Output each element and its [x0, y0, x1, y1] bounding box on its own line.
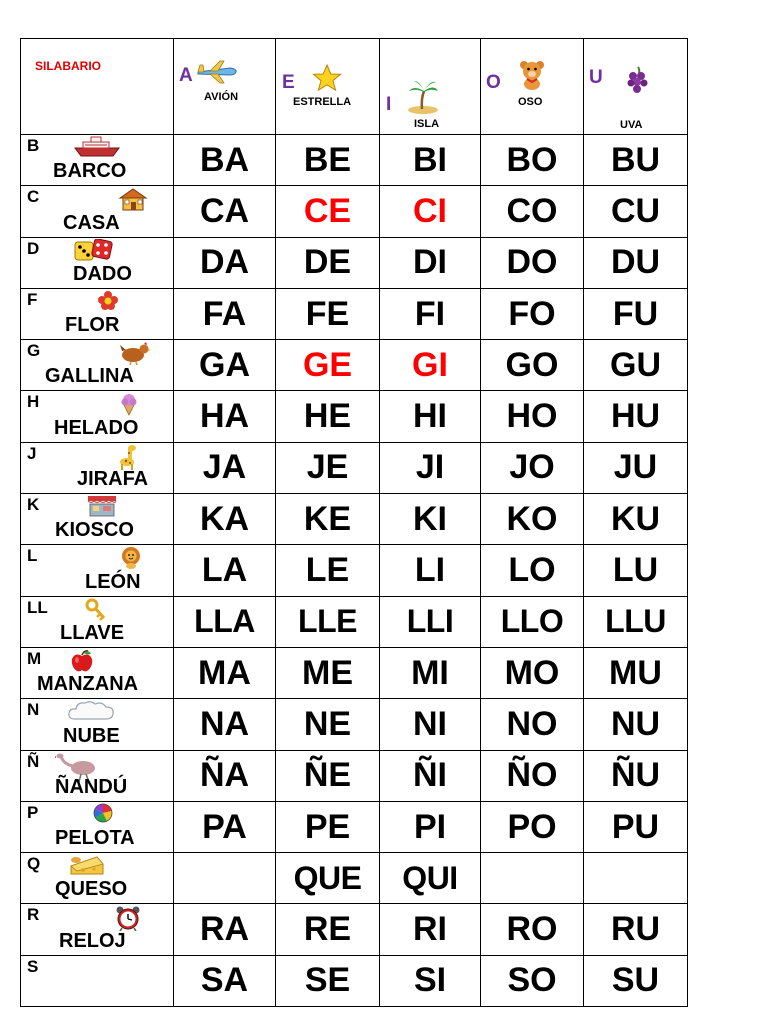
- syllable-row: [21, 853, 688, 904]
- syllable-cell: MI: [380, 647, 481, 698]
- consonant-cell: [21, 750, 174, 801]
- consonant-cell: [21, 853, 174, 904]
- syllable-cell: BA: [174, 135, 276, 186]
- syllable-cell: HE: [276, 391, 380, 442]
- consonant-letter: LL: [27, 597, 48, 617]
- consonant-letter: N: [27, 700, 40, 720]
- syllable-cell: KE: [276, 494, 380, 545]
- consonant-letter: C: [27, 187, 40, 207]
- consonant-cell: [21, 442, 174, 493]
- syllable-cell: CI: [380, 186, 481, 237]
- syllable-cell: PO: [481, 801, 584, 852]
- syllable-cell: ÑA: [174, 750, 276, 801]
- consonant-cell: [21, 391, 174, 442]
- syllable-cell: NA: [174, 699, 276, 750]
- syllable-row: [21, 596, 688, 647]
- syllable-cell: HI: [380, 391, 481, 442]
- syllable-cell: CO: [481, 186, 584, 237]
- cheese-icon: [69, 854, 105, 881]
- teddy-bear-icon: [517, 59, 547, 96]
- consonant-cell: [21, 340, 174, 391]
- example-word: HELADO: [54, 416, 139, 439]
- syllable-cell: GA: [174, 340, 276, 391]
- syllable-cell: RA: [174, 904, 276, 955]
- consonant-letter: G: [27, 341, 41, 361]
- syllable-cell: SO: [481, 955, 584, 1006]
- syllable-cell: JO: [481, 442, 584, 493]
- example-word: LEÓN: [85, 570, 141, 593]
- consonant-cell: [21, 596, 174, 647]
- consonant-cell: [21, 904, 174, 955]
- empty-syllable-cell: [174, 853, 276, 904]
- header-row: [21, 39, 688, 135]
- syllable-cell: NE: [276, 699, 380, 750]
- example-word: ÑANDÚ: [55, 775, 128, 798]
- syllable-row: [21, 186, 688, 237]
- vowel-cell-a: [174, 39, 276, 135]
- syllable-cell: ÑO: [481, 750, 584, 801]
- syllable-cell: NI: [380, 699, 481, 750]
- syllable-cell: ÑU: [584, 750, 688, 801]
- syllable-row: [21, 647, 688, 698]
- syllable-cell: CU: [584, 186, 688, 237]
- star-icon: [312, 63, 342, 98]
- vowel-cell-i: [380, 39, 481, 135]
- syllable-cell: GE: [276, 340, 380, 391]
- title-cell: [21, 39, 174, 135]
- consonant-cell: [21, 288, 174, 339]
- syllable-cell: NO: [481, 699, 584, 750]
- syllable-cell: LLI: [380, 596, 481, 647]
- syllable-cell: SI: [380, 955, 481, 1006]
- syllable-cell: FI: [380, 288, 481, 339]
- syllable-cell: PE: [276, 801, 380, 852]
- syllable-cell: LLE: [276, 596, 380, 647]
- syllable-cell: MO: [481, 647, 584, 698]
- consonant-letter: S: [27, 956, 39, 976]
- consonant-letter: Q: [27, 854, 41, 874]
- syllable-row: [21, 494, 688, 545]
- example-word: QUESO: [55, 878, 128, 901]
- empty-syllable-cell: [481, 853, 584, 904]
- syllable-cell: BE: [276, 135, 380, 186]
- syllable-cell: PU: [584, 801, 688, 852]
- syllable-cell: LLA: [174, 596, 276, 647]
- vowel-cell-e: [276, 39, 380, 135]
- syllable-cell: FO: [481, 288, 584, 339]
- consonant-cell: [21, 801, 174, 852]
- syllable-cell: KO: [481, 494, 584, 545]
- syllable-cell: SU: [584, 955, 688, 1006]
- vowel-cell-o: [481, 39, 584, 135]
- syllable-row: [21, 340, 688, 391]
- syllable-cell: ÑE: [276, 750, 380, 801]
- ship-icon: [73, 136, 121, 163]
- syllable-cell: CE: [276, 186, 380, 237]
- consonant-letter: D: [27, 238, 40, 258]
- syllable-cell: LE: [276, 545, 380, 596]
- syllable-cell: JA: [174, 442, 276, 493]
- consonant-letter: B: [27, 136, 40, 155]
- syllable-cell: FU: [584, 288, 688, 339]
- syllable-cell: MU: [584, 647, 688, 698]
- syllable-cell: RU: [584, 904, 688, 955]
- syllable-cell: PI: [380, 801, 481, 852]
- consonant-letter: J: [27, 443, 37, 463]
- syllable-cell: FA: [174, 288, 276, 339]
- syllable-cell: HA: [174, 391, 276, 442]
- grapes-icon: [626, 65, 650, 102]
- vowel-word: UVA: [620, 119, 643, 131]
- syllable-cell: DU: [584, 237, 688, 288]
- syllable-row: [21, 801, 688, 852]
- syllable-cell: NU: [584, 699, 688, 750]
- syllable-cell: SA: [174, 955, 276, 1006]
- example-word: NUBE: [63, 724, 120, 747]
- syllable-cell: FE: [276, 288, 380, 339]
- vowel-letter: A: [179, 65, 193, 86]
- syllable-cell: JE: [276, 442, 380, 493]
- syllable-row: [21, 545, 688, 596]
- syllable-cell: GI: [380, 340, 481, 391]
- consonant-letter: K: [27, 495, 40, 515]
- example-word: GALLINA: [45, 365, 134, 388]
- syllable-cell: HU: [584, 391, 688, 442]
- syllable-cell: ÑI: [380, 750, 481, 801]
- flower-icon: [97, 290, 119, 317]
- syllable-row: [21, 699, 688, 750]
- syllable-cell: RE: [276, 904, 380, 955]
- example-word: PELOTA: [55, 827, 135, 850]
- vowel-cell-u: [584, 39, 688, 135]
- consonant-cell: [21, 494, 174, 545]
- syllable-row: [21, 391, 688, 442]
- example-word: FLOR: [65, 314, 120, 337]
- syllable-cell: LLU: [584, 596, 688, 647]
- cloud-icon: [67, 700, 115, 727]
- syllable-cell: LA: [174, 545, 276, 596]
- syllable-cell: JU: [584, 442, 688, 493]
- consonant-letter: R: [27, 905, 40, 925]
- ball-icon: [93, 803, 113, 828]
- syllable-cell: LO: [481, 545, 584, 596]
- syllable-cell: DE: [276, 237, 380, 288]
- syllable-row: [21, 750, 688, 801]
- syllable-cell: JI: [380, 442, 481, 493]
- empty-syllable-cell: [584, 853, 688, 904]
- consonant-letter: F: [27, 289, 38, 309]
- syllable-cell: GO: [481, 340, 584, 391]
- consonant-cell: [21, 186, 174, 237]
- vowel-letter: I: [386, 94, 392, 115]
- vowel-letter: U: [589, 67, 603, 88]
- syllable-cell: MA: [174, 647, 276, 698]
- syllable-cell: KU: [584, 494, 688, 545]
- syllable-row: [21, 955, 688, 1006]
- syllable-cell: GU: [584, 340, 688, 391]
- airplane-icon: [196, 59, 238, 90]
- consonant-letter: M: [27, 648, 42, 668]
- syllable-row: [21, 237, 688, 288]
- consonant-letter: P: [27, 802, 39, 822]
- syllable-cell: RI: [380, 904, 481, 955]
- example-word: JIRAFA: [77, 468, 149, 491]
- palm-island-icon: [406, 79, 440, 120]
- example-word: LLAVE: [60, 621, 125, 644]
- syllable-cell: QUE: [276, 853, 380, 904]
- syllable-row: [21, 288, 688, 339]
- page-title: SILABARIO: [35, 59, 101, 73]
- example-word: KIOSCO: [55, 519, 134, 542]
- syllable-cell: RO: [481, 904, 584, 955]
- syllable-row: [21, 135, 688, 186]
- consonant-cell: [21, 699, 174, 750]
- syllable-cell: SE: [276, 955, 380, 1006]
- example-word: MANZANA: [37, 673, 139, 696]
- vowel-letter: O: [486, 72, 501, 93]
- vowel-word: ISLA: [414, 118, 440, 130]
- consonant-cell: [21, 955, 174, 1006]
- syllable-row: [21, 442, 688, 493]
- syllable-cell: HO: [481, 391, 584, 442]
- syllable-cell: DI: [380, 237, 481, 288]
- consonant-letter: Ñ: [27, 751, 40, 771]
- syllable-row: [21, 904, 688, 955]
- syllable-cell: KI: [380, 494, 481, 545]
- syllable-cell: LU: [584, 545, 688, 596]
- syllable-cell: DO: [481, 237, 584, 288]
- vowel-word: ESTRELLA: [293, 96, 352, 108]
- example-word: RELOJ: [59, 929, 126, 952]
- syllable-cell: QUI: [380, 853, 481, 904]
- example-word: CASA: [63, 211, 120, 234]
- consonant-letter: H: [27, 392, 40, 412]
- syllable-cell: LLO: [481, 596, 584, 647]
- syllable-cell: PA: [174, 801, 276, 852]
- syllabary-table: [20, 38, 688, 1007]
- syllable-cell: ME: [276, 647, 380, 698]
- consonant-letter: L: [27, 546, 38, 566]
- syllable-cell: CA: [174, 186, 276, 237]
- syllable-cell: DA: [174, 237, 276, 288]
- syllable-cell: LI: [380, 545, 481, 596]
- vowel-word: AVIÓN: [204, 91, 239, 103]
- consonant-cell: [21, 545, 174, 596]
- consonant-cell: [21, 237, 174, 288]
- consonant-cell: [21, 647, 174, 698]
- kiosk-icon: [87, 495, 117, 522]
- vowel-letter: E: [282, 72, 295, 93]
- syllable-cell: KA: [174, 494, 276, 545]
- syllable-cell: BI: [380, 135, 481, 186]
- example-word: BARCO: [53, 160, 127, 183]
- vowel-word: OSO: [518, 96, 543, 108]
- syllable-cell: BU: [584, 135, 688, 186]
- consonant-cell: [21, 135, 174, 186]
- house-icon: [118, 187, 148, 216]
- example-word: DADO: [73, 262, 132, 285]
- syllable-cell: BO: [481, 135, 584, 186]
